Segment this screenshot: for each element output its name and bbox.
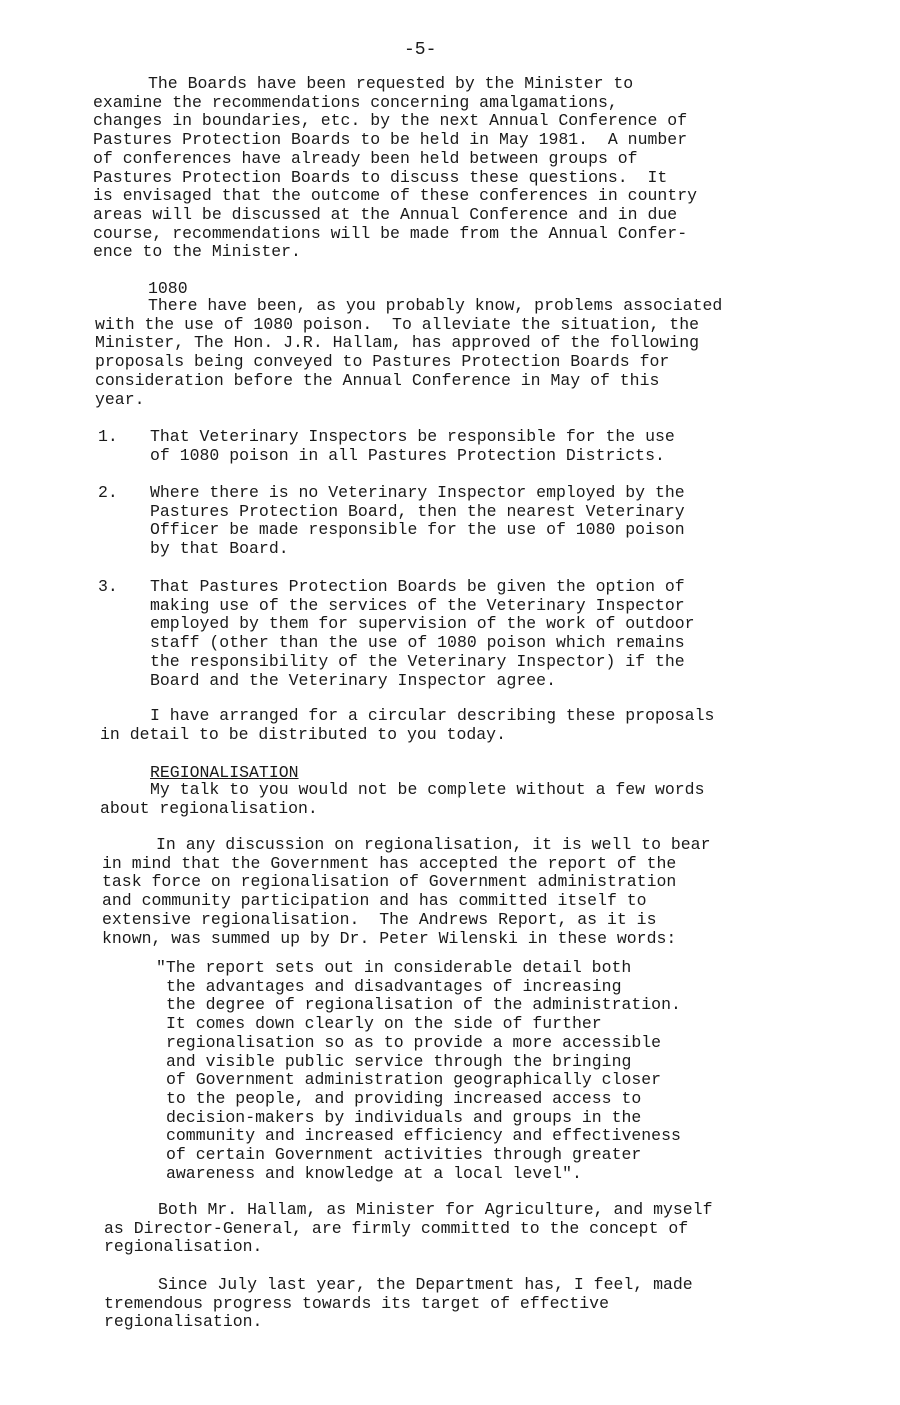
paragraph-circular-line: I have arranged for a circular describing these proposals — [150, 706, 715, 725]
paragraph-1080-line: Minister, The Hon. J.R. Hallam, has approved of the following — [95, 333, 699, 353]
paragraph-talk-line: My talk to you would not be complete without a few words — [150, 780, 705, 799]
quote-andrews-report-line: community and increased efficiency and effectiveness — [166, 1126, 681, 1146]
paragraph-boards-line: course, recommendations will be made from the Annual Confer- — [93, 223, 688, 243]
paragraph-boards-line: Pastures Protection Boards to be held in May 1981. A number — [93, 130, 688, 150]
list-item-line: by that Board. — [150, 539, 289, 559]
list-item-line: That Pastures Protection Boards be given the option of — [150, 577, 685, 596]
list-item-line: That Veterinary Inspectors be responsible for the use — [150, 427, 675, 446]
paragraph-commitment-line: as Director-General, are firmly committed to the concept of — [104, 1218, 689, 1238]
paragraph-discussion-line: known, was summed up by Dr. Peter Wilenski in these words: — [102, 928, 677, 948]
paragraph-progress-line: regionalisation. — [104, 1312, 263, 1332]
quote-andrews-report-line: of certain Government activities through greater — [166, 1145, 642, 1164]
paragraph-discussion-line: and community participation and has committed itself to — [102, 891, 647, 911]
quote-andrews-report-line: awareness and knowledge at a local level". — [166, 1163, 582, 1183]
quote-andrews-report-line: "The report sets out in considerable detail both — [156, 958, 632, 977]
list-item-line: Officer be made responsible for the use of 1080 poison — [150, 520, 685, 540]
paragraph-boards-line: Pastures Protection Boards to discuss these questions. It — [93, 167, 668, 187]
list-item-line: of 1080 poison in all Pastures Protection Districts. — [150, 445, 665, 465]
list-item-number: 2. — [98, 483, 118, 502]
paragraph-1080-line: There have been, as you probably know, problems associated — [148, 296, 723, 315]
quote-andrews-report-line: decision-makers by individuals and groups in the — [166, 1107, 642, 1127]
page-number: -5- — [404, 40, 437, 60]
list-item-number: 1. — [98, 427, 118, 446]
quote-andrews-report-line: the degree of regionalisation of the administration. — [166, 995, 681, 1015]
paragraph-boards-line: changes in boundaries, etc. by the next Annual Conference of — [93, 111, 688, 131]
paragraph-boards-line: areas will be discussed at the Annual Conference and in due — [93, 204, 678, 224]
paragraph-boards-line: examine the recommendations concerning amalgamations, — [93, 92, 618, 112]
paragraph-1080-line: year. — [95, 389, 145, 409]
list-item-line: Pastures Protection Board, then the nearest Veterinary — [150, 501, 685, 521]
quote-andrews-report-line: regionalisation so as to provide a more accessible — [166, 1032, 662, 1052]
paragraph-boards-line: of conferences have already been held between groups of — [93, 148, 638, 168]
list-item-line: making use of the services of the Veterinary Inspector — [150, 595, 685, 615]
paragraph-discussion-line: In any discussion on regionalisation, it is well to bear — [156, 835, 711, 854]
quote-andrews-report-line: and visible public service through the bringing — [166, 1051, 632, 1071]
section-heading-regionalisation: REGIONALISATION — [150, 763, 299, 782]
list-item-line: Board and the Veterinary Inspector agree. — [150, 670, 556, 690]
paragraph-circular-line: in detail to be distributed to you today. — [100, 724, 506, 744]
quote-andrews-report-line: of Government administration geographically closer — [166, 1070, 662, 1090]
quote-andrews-report-line: the advantages and disadvantages of increasing — [166, 976, 622, 996]
list-item-line: Where there is no Veterinary Inspector employed by the — [150, 483, 685, 502]
paragraph-talk-line: about regionalisation. — [100, 798, 318, 818]
list-item-line: the responsibility of the Veterinary Inspector) if the — [150, 651, 685, 671]
paragraph-1080-line: consideration before the Annual Conference in May of this — [95, 370, 660, 390]
paragraph-discussion-line: in mind that the Government has accepted the report of the — [102, 853, 677, 873]
paragraph-discussion-line: task force on regionalisation of Government administration — [102, 872, 677, 892]
section-heading-1080: 1080 — [148, 279, 188, 298]
paragraph-discussion-line: extensive regionalisation. The Andrews Report, as it is — [102, 909, 657, 929]
paragraph-boards-line: The Boards have been requested by the Minister to — [148, 74, 634, 93]
paragraph-progress-line: tremendous progress towards its target of effective — [104, 1293, 609, 1313]
paragraph-progress-line: Since July last year, the Department has, I feel, made — [158, 1275, 693, 1294]
paragraph-commitment-line: Both Mr. Hallam, as Minister for Agriculture, and myself — [158, 1200, 713, 1219]
paragraph-1080-line: proposals being conveyed to Pastures Protection Boards for — [95, 352, 670, 372]
paragraph-boards-line: is envisaged that the outcome of these conferences in country — [93, 186, 697, 206]
list-item-number: 3. — [98, 577, 118, 596]
quote-andrews-report-line: to the people, and providing increased access to — [166, 1088, 642, 1108]
paragraph-1080-line: with the use of 1080 poison. To alleviate the situation, the — [95, 314, 699, 334]
list-item-line: staff (other than the use of 1080 poison which remains — [150, 633, 685, 653]
quote-andrews-report-line: It comes down clearly on the side of further — [166, 1014, 602, 1034]
paragraph-boards-line: ence to the Minister. — [93, 242, 301, 262]
list-item-line: employed by them for supervision of the work of outdoor — [150, 614, 695, 634]
paragraph-commitment-line: regionalisation. — [104, 1237, 263, 1257]
